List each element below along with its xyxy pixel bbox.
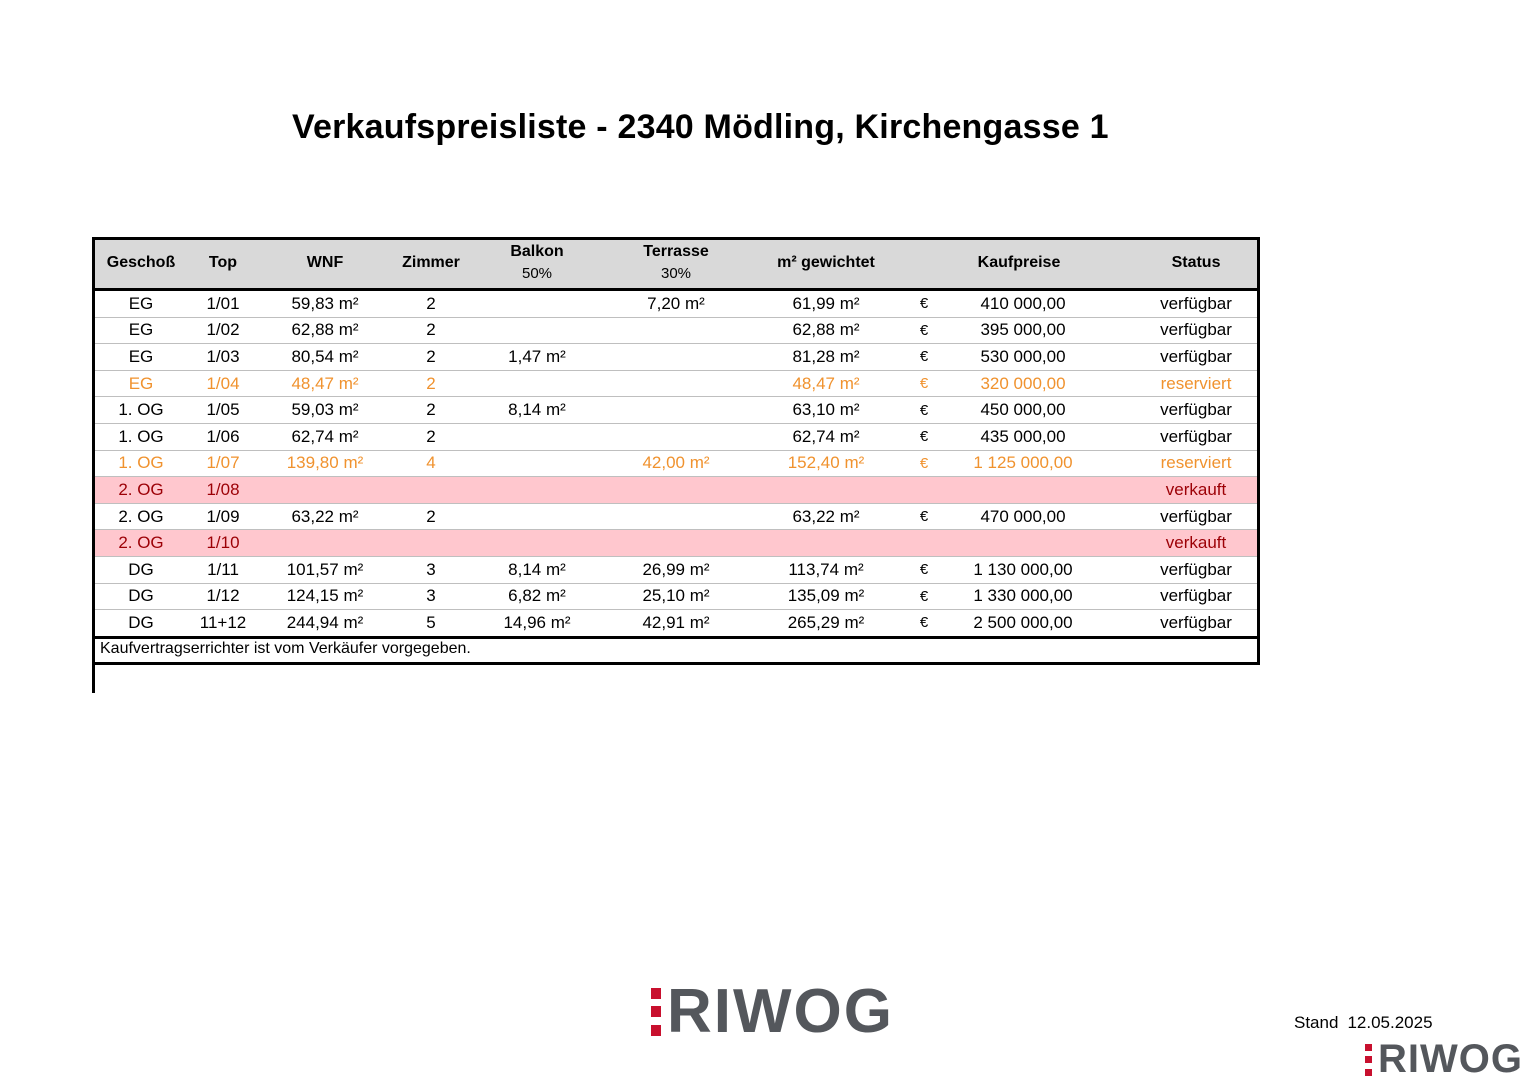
logo-wordmark: RIWOG [667, 977, 894, 1046]
cell-gewichtet [746, 530, 906, 557]
cell-gewichtet: 81,28 m² [746, 344, 906, 371]
cell-zimmer: 2 [394, 503, 468, 530]
cell-status: verfügbar [1132, 556, 1260, 583]
header-balkon-sub: 50% [521, 265, 553, 282]
cell-geschoss: EG [92, 370, 190, 397]
cell-price: 1 130 000,00 [942, 556, 1132, 583]
cell-balkon [468, 450, 606, 477]
cell-zimmer [394, 477, 468, 504]
cell-geschoss: 2. OG [92, 477, 190, 504]
cell-price: 530 000,00 [942, 344, 1132, 371]
cell-balkon [468, 503, 606, 530]
cell-balkon [468, 317, 606, 344]
price-list-sheet [92, 237, 1260, 636]
cell-status: verfügbar [1132, 503, 1260, 530]
cell-gewichtet: 265,29 m² [787, 612, 865, 632]
cell-balkon: 14,96 m² [503, 612, 571, 632]
cell-price: 410 000,00 [942, 290, 1132, 318]
cell-wnf: 62,74 m² [256, 423, 394, 450]
cell-status: verfügbar [1132, 423, 1260, 450]
cell-wnf: 124,15 m² [256, 583, 394, 610]
cell-zimmer: 4 [394, 450, 468, 477]
cell-balkon [468, 370, 606, 397]
cell-currency: € [906, 344, 942, 371]
cell-zimmer: 2 [394, 290, 468, 318]
cell-geschoss: EG [92, 290, 190, 318]
cell-zimmer [394, 530, 468, 557]
table-header-row [92, 237, 1260, 290]
cell-status: reserviert [1132, 370, 1260, 397]
cell-currency: € [906, 317, 942, 344]
table-row [92, 423, 1260, 450]
header-terrasse-label: Terrasse [643, 243, 709, 260]
header-kaufpreise: Kaufpreise [906, 237, 1132, 290]
cell-balkon: 1,47 m² [468, 344, 606, 371]
cell-currency: € [906, 556, 942, 583]
cell-geschoss: EG [92, 317, 190, 344]
cell-zimmer: 2 [394, 344, 468, 371]
cell-terrasse [606, 344, 746, 371]
table-row [92, 344, 1260, 371]
table-row [92, 583, 1260, 610]
cell-status: verfügbar [1132, 583, 1260, 610]
cell-currency: € [906, 583, 942, 610]
stand-date [1294, 1013, 1433, 1033]
cell-wnf: 244,94 m² [286, 612, 364, 632]
cell-terrasse: 42,91 m² [642, 612, 710, 632]
cell-status: verfügbar [1132, 344, 1260, 371]
table-row [92, 317, 1260, 344]
cell-status: verkauft [1132, 477, 1260, 504]
cell-terrasse: 42,00 m² [606, 450, 746, 477]
cell-terrasse: 25,10 m² [606, 583, 746, 610]
cell-top: 1/01 [190, 290, 256, 318]
cell-terrasse [606, 503, 746, 530]
logo-wordmark-small: RIWOG [1378, 1037, 1523, 1081]
cell-wnf: 59,03 m² [256, 397, 394, 424]
riwog-logo [651, 976, 894, 1047]
cell-top: 1/05 [190, 397, 256, 424]
cell-currency: € [906, 503, 942, 530]
table-row [92, 610, 1260, 636]
cell-status: reserviert [1132, 450, 1260, 477]
table-row [92, 477, 1260, 504]
cell-price [942, 477, 1132, 504]
cell-wnf: 63,22 m² [256, 503, 394, 530]
header-balkon [468, 237, 606, 290]
cell-gewichtet: 48,47 m² [746, 370, 906, 397]
cell-top: 1/03 [190, 344, 256, 371]
cell-terrasse: 26,99 m² [606, 556, 746, 583]
cell-wnf: 48,47 m² [256, 370, 394, 397]
cell-top: 1/10 [190, 530, 256, 557]
cell-wnf [256, 530, 394, 557]
cell-zimmer: 3 [394, 556, 468, 583]
cell-top: 1/07 [190, 450, 256, 477]
cell-price: 1 330 000,00 [942, 583, 1132, 610]
cell-terrasse [606, 530, 746, 557]
cell-status: verkauft [1132, 530, 1260, 557]
cell-zimmer: 2 [394, 397, 468, 424]
cell-gewichtet: 152,40 m² [746, 450, 906, 477]
cell-geschoss: 2. OG [92, 530, 190, 557]
cell-currency: € [906, 450, 942, 477]
cell-gewichtet: 63,10 m² [746, 397, 906, 424]
logo-mark-small-icon [1365, 1044, 1372, 1076]
cell-balkon: 8,14 m² [468, 397, 606, 424]
cell-geschoss: DG [92, 556, 190, 583]
cell-balkon [468, 477, 606, 504]
cell-geschoss: 2. OG [92, 503, 190, 530]
cell-status: verfügbar [1160, 612, 1232, 632]
cell-price: 2 500 000,00 [973, 612, 1073, 632]
cell-price: 470 000,00 [942, 503, 1132, 530]
cell-zimmer: 5 [426, 612, 436, 632]
cell-geschoss: DG [128, 612, 154, 632]
cell-gewichtet: 63,22 m² [746, 503, 906, 530]
cell-top: 1/12 [190, 583, 256, 610]
cell-price: 1 125 000,00 [942, 450, 1132, 477]
cell-wnf [256, 477, 394, 504]
cell-zimmer: 2 [394, 370, 468, 397]
table-row [92, 450, 1260, 477]
cell-terrasse [606, 317, 746, 344]
cell-zimmer: 2 [394, 317, 468, 344]
cell-gewichtet: 135,09 m² [746, 583, 906, 610]
cell-top: 1/09 [190, 503, 256, 530]
cell-terrasse [606, 423, 746, 450]
cell-price: 320 000,00 [942, 370, 1132, 397]
cell-currency [906, 477, 942, 504]
cell-gewichtet [746, 477, 906, 504]
stand-value: 12.05.2025 [1347, 1013, 1433, 1032]
cell-currency: € [906, 423, 942, 450]
cell-terrasse [606, 397, 746, 424]
cell-gewichtet: 61,99 m² [746, 290, 906, 318]
cell-terrasse: 7,20 m² [606, 290, 746, 318]
header-balkon-label: Balkon [510, 243, 564, 260]
header-geschoss: Geschoß [92, 237, 190, 290]
table-row [92, 530, 1260, 557]
cell-top: 11+12 [199, 612, 247, 632]
cell-wnf: 139,80 m² [256, 450, 394, 477]
header-zimmer: Zimmer [394, 237, 468, 290]
cell-gewichtet: 62,88 m² [746, 317, 906, 344]
cell-price: 435 000,00 [942, 423, 1132, 450]
header-terrasse [606, 237, 746, 290]
cell-top: 1/08 [190, 477, 256, 504]
table-left-rule [92, 665, 95, 693]
cell-top: 1/06 [190, 423, 256, 450]
cell-geschoss: 1. OG [92, 450, 190, 477]
cell-geschoss: EG [92, 344, 190, 371]
cell-top: 1/11 [190, 556, 256, 583]
header-status: Status [1132, 237, 1260, 290]
cell-price [942, 530, 1132, 557]
cell-geschoss: 1. OG [92, 423, 190, 450]
cell-currency [906, 530, 942, 557]
table-row [92, 290, 1260, 318]
cell-gewichtet: 113,74 m² [746, 556, 906, 583]
cell-balkon [468, 290, 606, 318]
cell-top: 1/02 [190, 317, 256, 344]
cell-currency: € [906, 397, 942, 424]
cell-wnf: 101,57 m² [256, 556, 394, 583]
table-row [92, 556, 1260, 583]
table-row [92, 370, 1260, 397]
cell-price: 395 000,00 [942, 317, 1132, 344]
cell-status: verfügbar [1132, 317, 1260, 344]
price-table [92, 237, 1260, 636]
cell-price: 450 000,00 [942, 397, 1132, 424]
cell-terrasse [606, 370, 746, 397]
cell-top: 1/04 [190, 370, 256, 397]
cell-balkon [468, 530, 606, 557]
cell-zimmer: 3 [394, 583, 468, 610]
header-terrasse-sub: 30% [660, 265, 692, 282]
table-row [92, 503, 1260, 530]
cell-wnf: 62,88 m² [256, 317, 394, 344]
cell-terrasse [606, 477, 746, 504]
cell-currency: € [906, 370, 942, 397]
cell-currency: € [919, 614, 929, 632]
footnote-text: Kaufvertragserrichter ist vom Verkäufer vorgegeben. [100, 640, 471, 657]
cell-status: verfügbar [1132, 397, 1260, 424]
cell-wnf: 80,54 m² [256, 344, 394, 371]
cell-status: verfügbar [1132, 290, 1260, 318]
cell-zimmer: 2 [394, 423, 468, 450]
stand-label: Stand [1294, 1013, 1339, 1032]
cell-geschoss: DG [92, 583, 190, 610]
logo-mark-icon [651, 988, 661, 1036]
page-title: Verkaufspreisliste - 2340 Mödling, Kirchengasse 1 [292, 108, 1109, 146]
cell-balkon: 6,82 m² [468, 583, 606, 610]
header-wnf: WNF [256, 237, 394, 290]
header-top: Top [190, 237, 256, 290]
cell-wnf: 59,83 m² [256, 290, 394, 318]
cell-gewichtet: 62,74 m² [746, 423, 906, 450]
cell-balkon: 8,14 m² [468, 556, 606, 583]
cell-currency: € [906, 290, 942, 318]
table-row [92, 397, 1260, 424]
cell-balkon [468, 423, 606, 450]
header-gewichtet: m² gewichtet [746, 237, 906, 290]
table-footnote [92, 636, 1260, 665]
cell-geschoss: 1. OG [92, 397, 190, 424]
riwog-logo-small [1365, 1037, 1523, 1082]
